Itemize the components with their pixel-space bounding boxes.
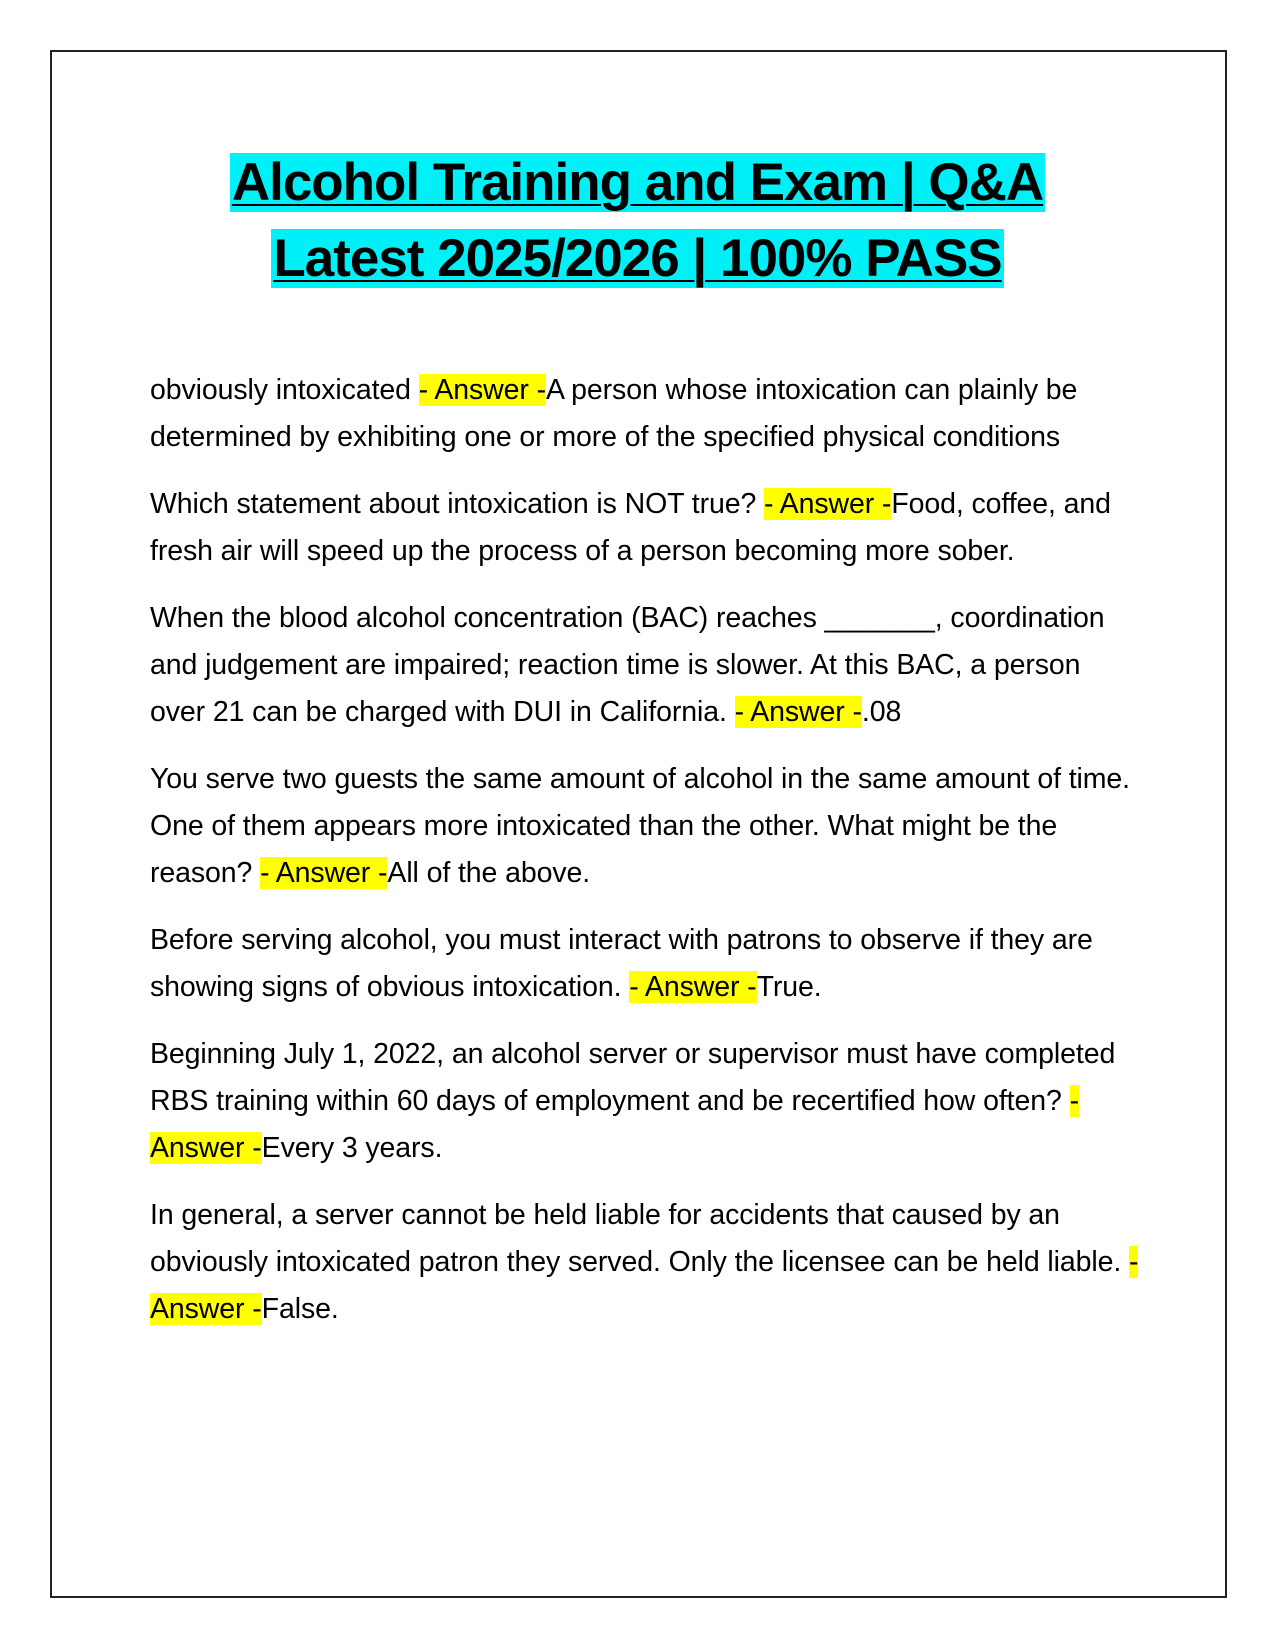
answer-text: False.: [261, 1293, 339, 1325]
answer-text: .08: [861, 696, 902, 728]
qa-item-5: [150, 917, 1140, 1011]
answer-marker: - Answer -: [150, 1085, 1079, 1164]
answer-marker: - Answer -: [150, 1246, 1139, 1325]
answer-marker: - Answer -: [629, 971, 757, 1003]
question-text: Which statement about intoxication is NOT true?: [150, 488, 765, 520]
title-line-2: Latest 2025/2026 | 100% PASS: [273, 229, 1002, 288]
qa-item-2: [150, 481, 1140, 575]
answer-text: All of the above.: [387, 857, 591, 889]
qa-list: [150, 367, 1140, 1353]
answer-marker: - Answer -: [764, 488, 892, 520]
question-text: obviously intoxicated: [150, 374, 419, 406]
answer-marker: - Answer -: [734, 696, 862, 728]
qa-item-1: [150, 367, 1140, 461]
qa-item-6: [150, 1031, 1140, 1172]
question-text: You serve two guests the same amount of alcohol in the same amount of time. One of them appears more intoxicated than the other. What might be the reason?: [150, 763, 1130, 889]
question-text: When the blood alcohol concentration (BAC) reaches _______, coordination and judgement are impaired; reaction time is slower. At this BAC, a person over 21 can be charged with DUI in California.: [150, 602, 1105, 728]
question-text: In general, a server cannot be held liable for accidents that caused by an obviously intoxicated patron they served. Only the licensee can be held liable.: [150, 1199, 1130, 1278]
answer-marker: - Answer -: [260, 857, 388, 889]
answer-marker: - Answer -: [418, 374, 546, 406]
answer-text: True.: [756, 971, 822, 1003]
question-text: Beginning July 1, 2022, an alcohol server or supervisor must have completed RBS training within 60 days of employment and be recertified how often?: [150, 1038, 1116, 1117]
qa-item-4: [150, 756, 1140, 897]
qa-item-7: [150, 1192, 1140, 1333]
question-text: Before serving alcohol, you must interact with patrons to observe if they are showing signs of obvious intoxication.: [150, 924, 1093, 1003]
title-line-1: Alcohol Training and Exam | Q&A: [231, 153, 1044, 212]
answer-text: Food, coffee, and fresh air will speed up the process of a person becoming more sober.: [150, 488, 1111, 567]
answer-text: Every 3 years.: [261, 1132, 443, 1164]
document-title: [100, 145, 1175, 297]
answer-text: A person whose intoxication can plainly be determined by exhibiting one or more of the specified physical conditions: [150, 374, 1078, 453]
qa-item-3: [150, 595, 1140, 736]
